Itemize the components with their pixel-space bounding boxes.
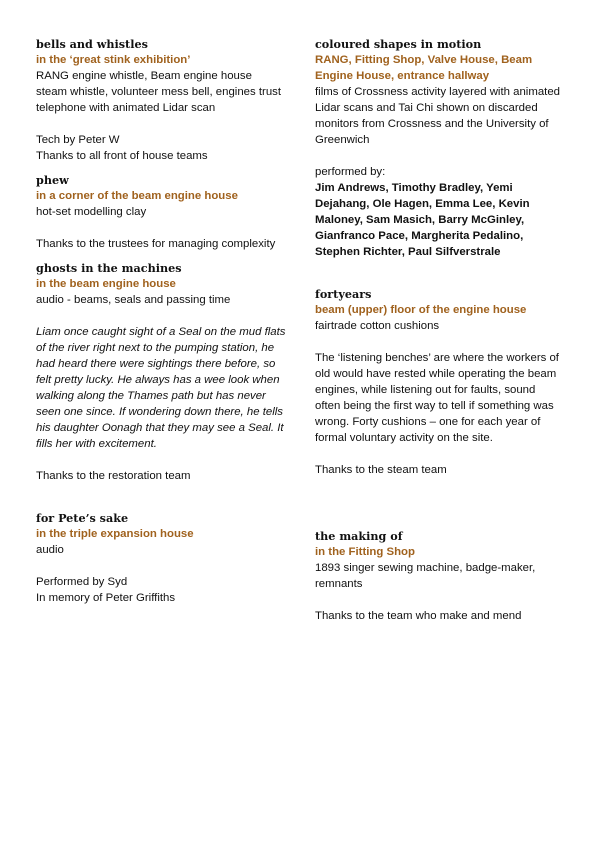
entry-the-making-of xyxy=(315,528,563,624)
entry-title: fortyears xyxy=(315,287,372,301)
entry-location: in the ‘great stink exhibition’ xyxy=(36,54,191,66)
entry-credit: Performed by Syd xyxy=(36,576,128,588)
entry-location: beam (upper) floor of the engine house xyxy=(315,304,527,316)
entry-ghosts-in-the-machines xyxy=(36,260,286,484)
entry-description: 1893 singer sewing machine, badge-maker, remnants xyxy=(315,562,536,590)
entry-location: in the Fitting Shop xyxy=(315,546,415,558)
entry-location: in the triple expansion house xyxy=(36,528,194,540)
left-column xyxy=(36,36,286,606)
entry-description: RANG engine whistle, Beam engine house steam whistle, volunteer mess bell, engines trust telephone with animated Lidar scan xyxy=(36,70,282,114)
entry-thanks: Thanks to the trustees for managing complexity xyxy=(36,238,276,250)
entry-story: Liam once caught sight of a Seal on the mud flats of the river right next to the pumping station, he had heard there were sightings there before, so felt pretty lucky. He always has a wee look when walking along the Thames path but has never seen one since. If wondering down there, he tells his daughter Oonagh that they may see a Seal. It fills her with excitement. xyxy=(36,326,286,450)
entry-description: audio - beams, seals and passing time xyxy=(36,294,231,306)
entry-coloured-shapes-in-motion xyxy=(315,36,563,260)
entry-thanks: Thanks to the team who make and mend xyxy=(315,610,522,622)
entry-title: coloured shapes in motion xyxy=(315,37,482,51)
entry-location: in the beam engine house xyxy=(36,278,176,290)
entry-location: in a corner of the beam engine house xyxy=(36,190,238,202)
entry-thanks: Thanks to the restoration team xyxy=(36,470,191,482)
entry-description: fairtrade cotton cushions xyxy=(315,320,440,332)
entry-title: phew xyxy=(36,173,69,187)
entry-performers: Jim Andrews, Timothy Bradley, Yemi Dejahang, Ole Hagen, Emma Lee, Kevin Maloney, Sam Masich, Barry McGinley, Gianfranco Pace, Margherita Pedalino, Stephen Richter, Paul Silfverstrale xyxy=(315,182,530,258)
entry-fortyears xyxy=(315,286,563,478)
entry-title: the making of xyxy=(315,529,403,543)
entry-title: bells and whistles xyxy=(36,37,148,51)
entry-performed-label: performed by: xyxy=(315,166,386,178)
entry-thanks: Thanks to the steam team xyxy=(315,464,447,476)
entry-title: ghosts in the machines xyxy=(36,261,182,275)
entry-for-petes-sake xyxy=(36,510,286,606)
entry-bells-and-whistles xyxy=(36,36,286,164)
entry-thanks: Thanks to all front of house teams xyxy=(36,150,208,162)
entry-description: films of Crossness activity layered with animated Lidar scans and Tai Chi shown on discarded monitors from Crossness and the University of Greenwich xyxy=(315,86,560,146)
right-column xyxy=(315,36,563,624)
entry-credit: Tech by Peter W xyxy=(36,134,120,146)
entry-description: audio xyxy=(36,544,64,556)
entry-description: hot-set modelling clay xyxy=(36,206,147,218)
entry-location: RANG, Fitting Shop, Valve House, Beam Engine House, entrance hallway xyxy=(315,54,533,82)
entry-title: for Pete’s sake xyxy=(36,511,129,525)
entry-phew xyxy=(36,172,286,252)
entry-story: The ‘listening benches’ are where the workers of old would have rested while operating the beam engines, while listening out for faults, sound often being the first way to tell if something was wrong. Forty cushions – one for each year of formal voluntary activity on the site. xyxy=(315,352,559,444)
entry-memory: In memory of Peter Griffiths xyxy=(36,592,176,604)
